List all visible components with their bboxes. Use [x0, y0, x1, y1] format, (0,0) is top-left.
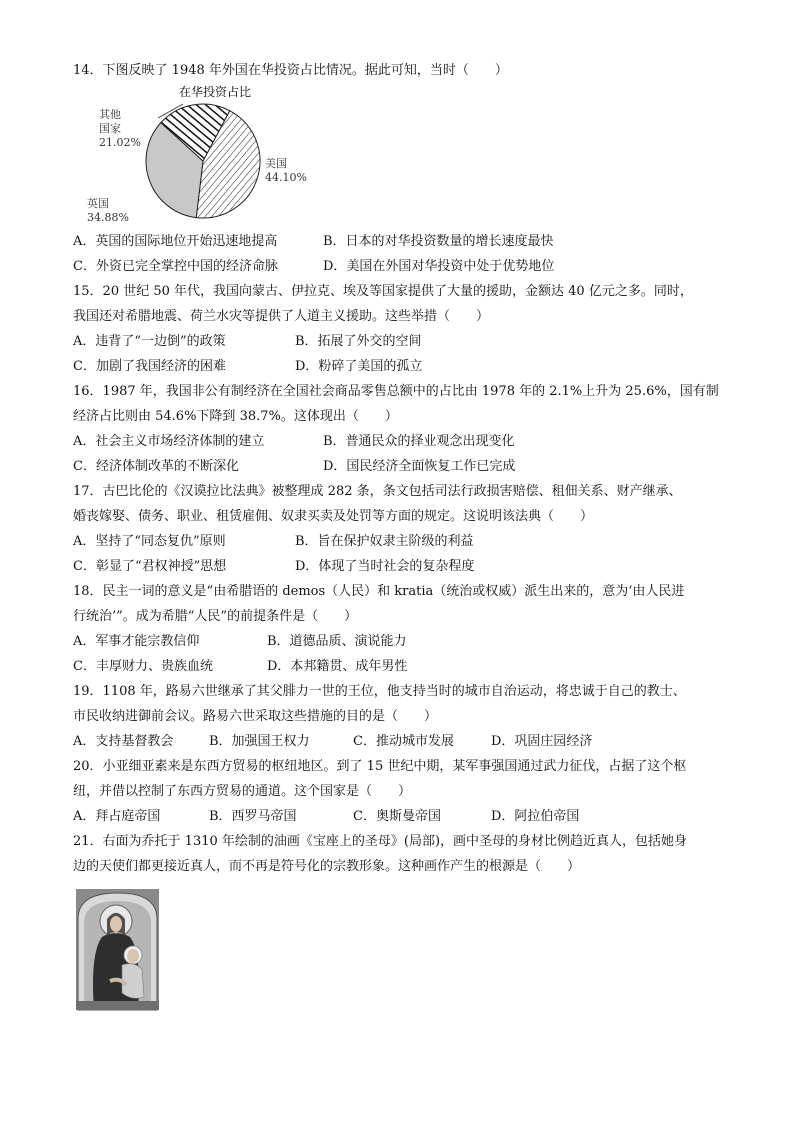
label-other-line2: 国家 — [99, 122, 121, 135]
q14-option-a: A．英国的国际地位开始迅速地提高 — [73, 234, 278, 249]
q20-stem-line1: 20．小亚细亚素来是东西方贸易的枢纽地区。到了 15 世纪中期，某军事强国通过武力征伐，占据了这个枢 — [73, 759, 687, 774]
label-other-line3: 21.02% — [99, 136, 141, 149]
q14-stem: 14．下图反映了 1948 年外国在华投资占比情况。据此可知，当时（ ） — [73, 63, 508, 78]
q17-option-a: A．坚持了“同态复仇”原则 — [73, 534, 226, 549]
q17-stem-line2: 婚丧嫁娶、债务、职业、租赁雇佣、奴隶买卖及处罚等方面的规定。这说明该法典（ ） — [73, 509, 594, 524]
q19-option-d: D．巩固庄园经济 — [491, 734, 593, 749]
label-other-line1: 其他 — [99, 108, 121, 121]
q16-stem-line1: 16．1987 年，我国非公有制经济在全国社会商品零售总额中的占比由 1978 年的 2.1%上升为 25.6%，国有制 — [73, 384, 719, 399]
chart-title: 在华投资占比 — [179, 85, 252, 99]
label-usa-line1: 美国 — [265, 157, 287, 170]
q17-option-b: B．旨在保护奴隶主阶级的利益 — [295, 534, 474, 549]
q17-option-d: D．体现了当时社会的复杂程度 — [295, 559, 475, 574]
q15-stem-line2: 我国还对希腊地震、荷兰水灾等提供了人道主义援助。这些举措（ ） — [73, 309, 490, 324]
investment-pie-chart — [87, 80, 351, 245]
q16-stem-line2: 经济占比则由 54.6%下降到 38.7%。这体现出（ ） — [73, 409, 398, 424]
q14-option-d: D．美国在外国对华投资中处于优势地位 — [323, 259, 555, 274]
label-uk-line1: 英国 — [87, 197, 109, 210]
q16-option-b: B．普通民众的择业观念出现变化 — [323, 434, 515, 449]
q14-option-c: C．外资已完全掌控中国的经济命脉 — [73, 259, 278, 274]
q21-stem-line2: 边的天使们都更接近真人，而不再是符号化的宗教形象。这种画作产生的根源是（ ） — [73, 859, 581, 874]
q20-option-a: A．拜占庭帝国 — [73, 809, 161, 824]
q15-option-c: C．加剧了我国经济的困难 — [73, 359, 226, 374]
q18-stem-line1: 18．民主一词的意义是“由希腊语的 demos（人民）和 kratia（统治或权威）派生出来的，意为‘由人民进 — [73, 584, 685, 599]
q15-option-a: A．违背了“一边倒”的政策 — [73, 334, 226, 349]
q18-option-a: A．军事才能宗教信仰 — [73, 634, 200, 649]
q18-stem-line2: 行统治’”。成为希腊“人民”的前提条件是（ ） — [73, 609, 358, 624]
label-uk-line2: 34.88% — [87, 211, 129, 224]
label-usa-line2: 44.10% — [265, 171, 307, 184]
q18-option-d: D．本邦籍贯、成年男性 — [267, 659, 408, 674]
q16-option-c: C．经济体制改革的不断深化 — [73, 459, 239, 474]
q16-option-d: D．国民经济全面恢复工作已完成 — [323, 459, 516, 474]
q20-option-d: D．阿拉伯帝国 — [491, 809, 580, 824]
q20-option-c: C．奥斯曼帝国 — [353, 809, 441, 824]
q17-stem-line1: 17．古巴比伦的《汉谟拉比法典》被整理成 282 条，条文包括司法行政损害赔偿、租佃关系、财产继承、 — [73, 484, 682, 499]
q18-option-c: C．丰厚财力、贵族血统 — [73, 659, 213, 674]
q20-stem-line2: 纽，并借以控制了东西方贸易的通道。这个国家是（ ） — [73, 784, 412, 799]
q20-option-b: B．西罗马帝国 — [209, 809, 297, 824]
q19-option-a: A．支持基督教会 — [73, 734, 174, 749]
q15-option-d: D．粉碎了美国的孤立 — [295, 359, 423, 374]
q15-stem-line1: 15．20 世纪 50 年代，我国向蒙古、伊拉克、埃及等国家提供了大量的援助，金额达 40 亿元之多。同时， — [73, 284, 693, 299]
q16-option-a: A．社会主义市场经济体制的建立 — [73, 434, 265, 449]
q19-stem-line1: 19．1108 年，路易六世继承了其父腓力一世的王位，他支持当时的城市自治运动，将忠诚于自己的教士、 — [73, 684, 686, 699]
q17-option-c: C．彰显了“君权神授”思想 — [73, 559, 227, 574]
q15-option-b: B．拓展了外交的空间 — [295, 334, 422, 349]
q14-option-b: B．日本的对华投资数量的增长速度最快 — [323, 234, 554, 249]
q19-option-b: B．加强国王权力 — [209, 734, 310, 749]
q21-stem-line1: 21．右面为乔托于 1310 年绘制的油画《宝座上的圣母》(局部)，画中圣母的身材比例趋近真人，包括她身 — [73, 834, 688, 849]
q19-option-c: C．推动城市发展 — [353, 734, 454, 749]
q19-stem-line2: 市民收纳进御前会议。路易六世采取这些措施的目的是（ ） — [73, 709, 438, 724]
q18-option-b: B．道德品质、演说能力 — [267, 634, 407, 649]
madonna-painting-icon — [76, 889, 159, 1010]
